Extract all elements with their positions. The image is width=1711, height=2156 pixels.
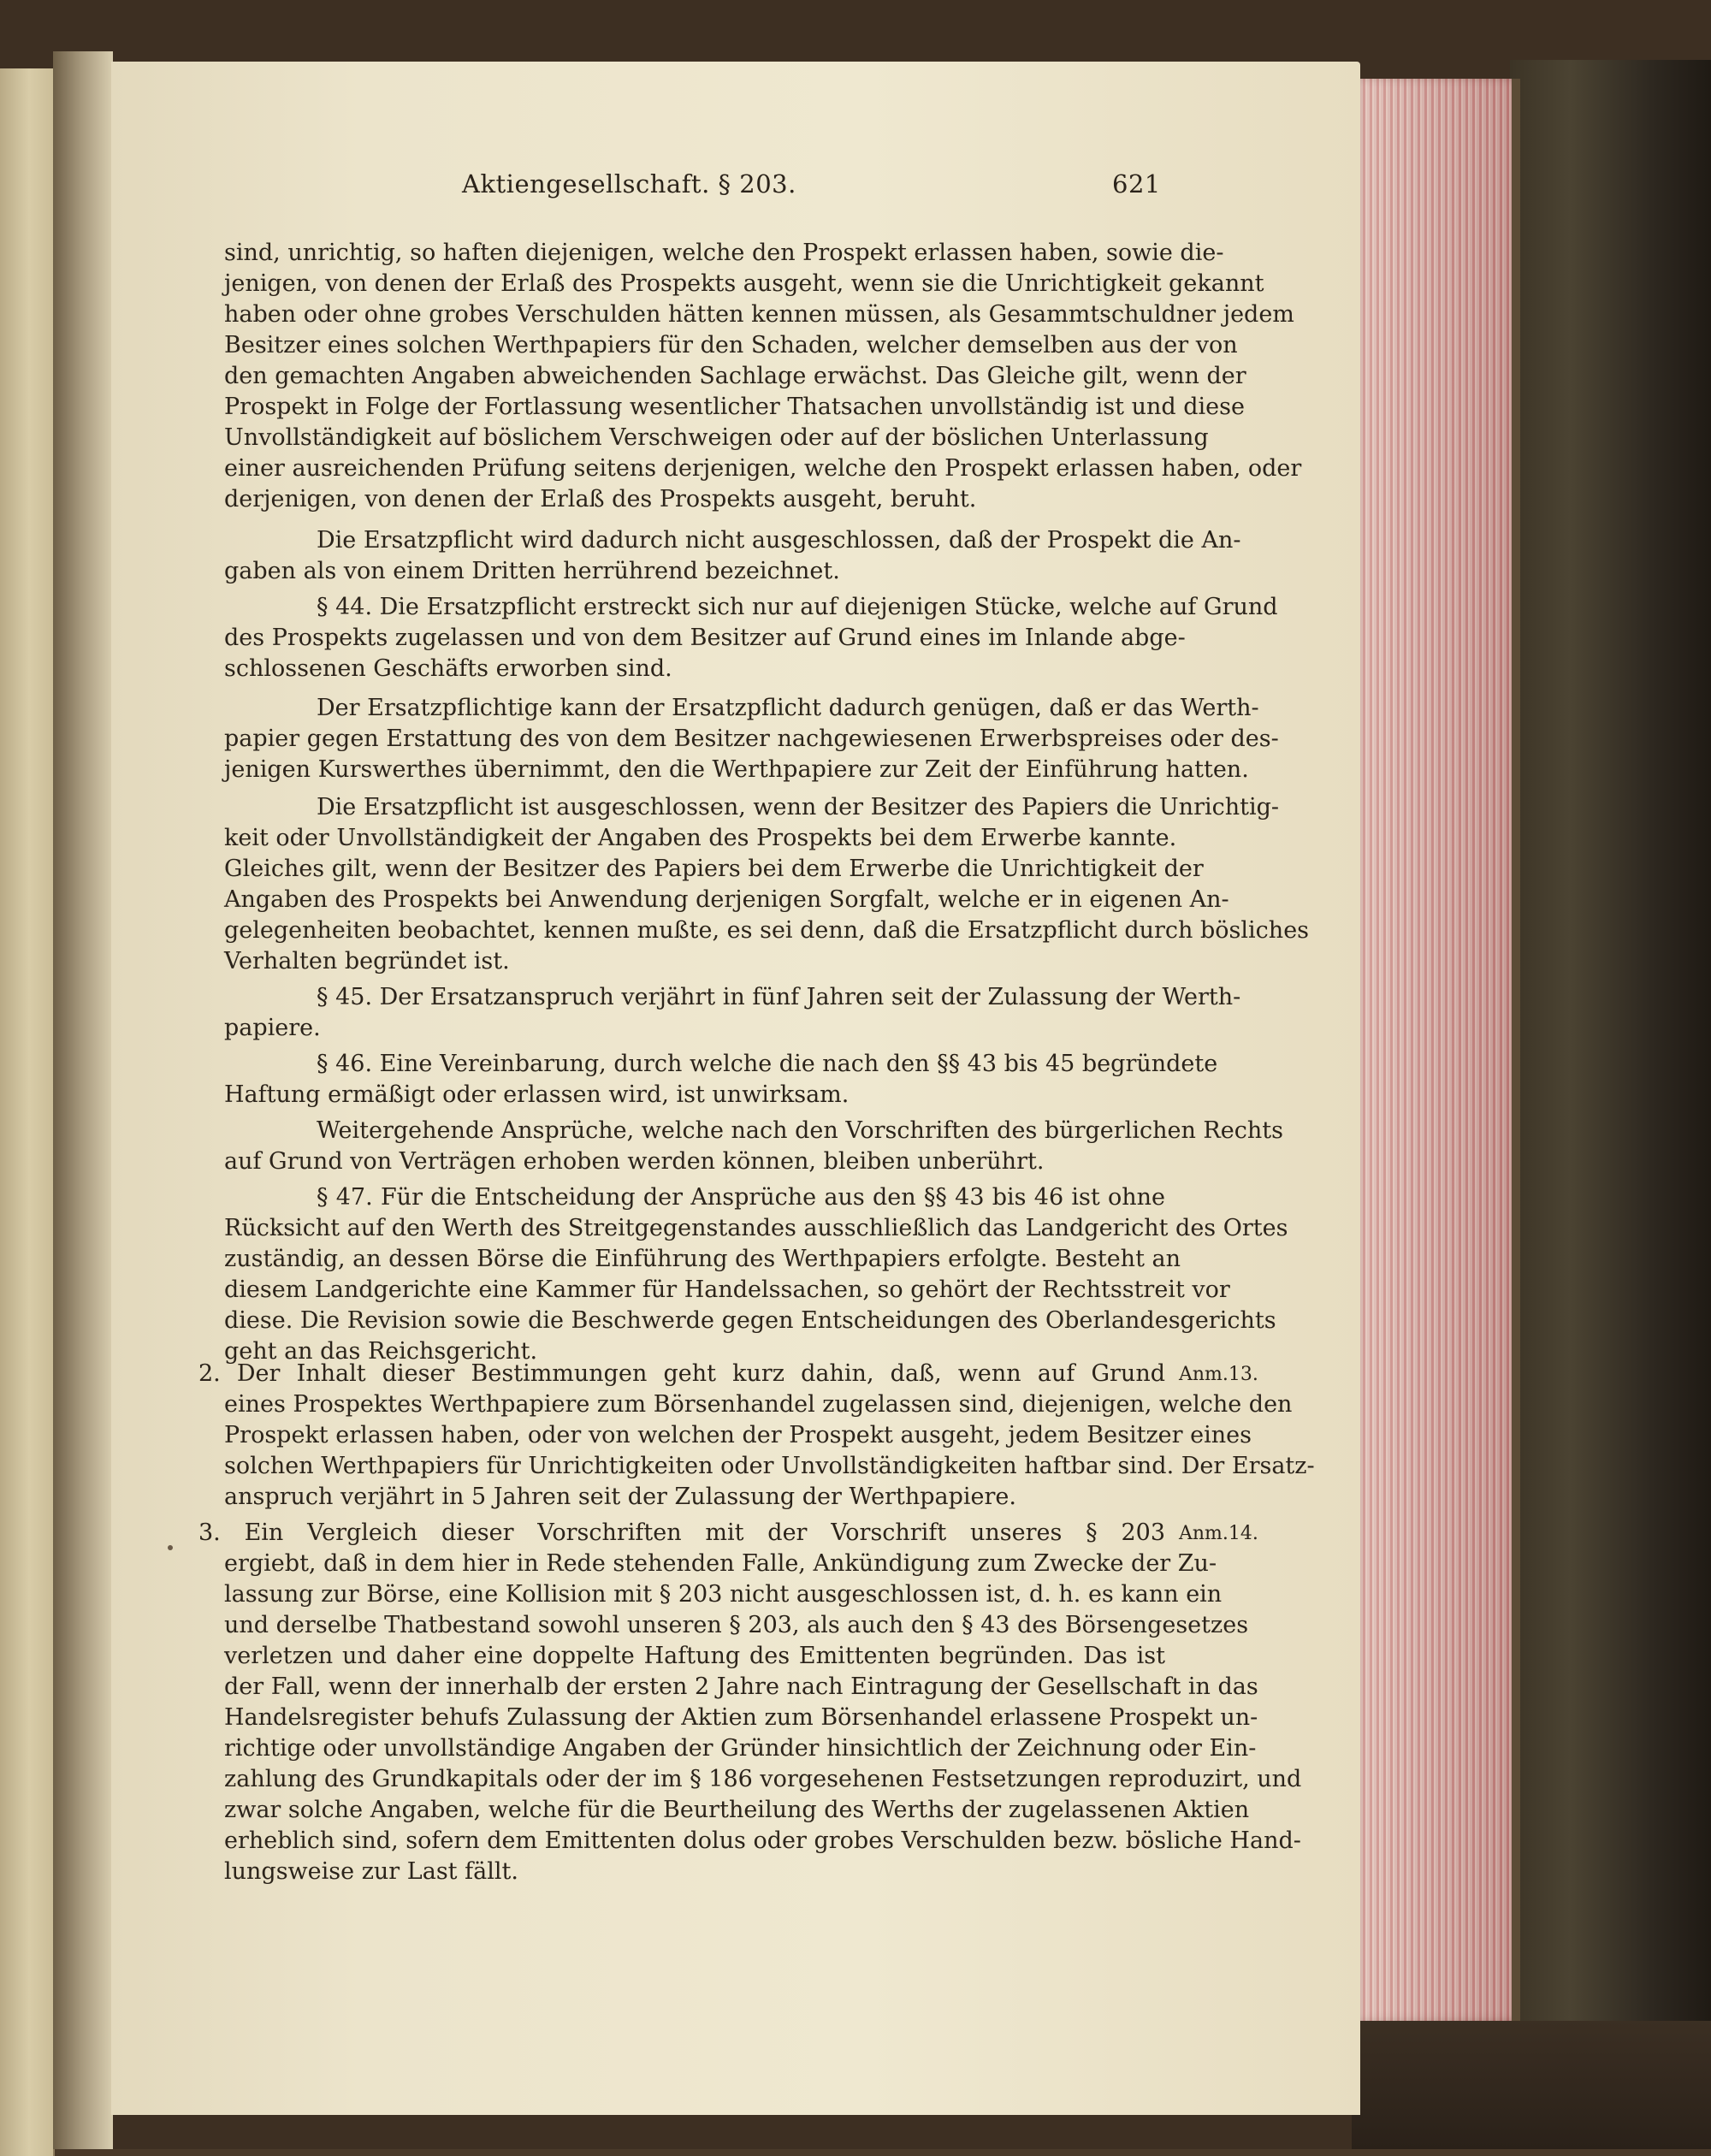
text-line: ergiebt, daß in dem hier in Rede stehenden Falle, Ankündigung zum Zwecke der Zu- [224,1550,1217,1577]
text-line: der Fall, wenn der innerhalb der ersten 2 Jahre nach Eintragung der Gesellschaft in das [224,1673,1258,1700]
text-line: Rücksicht auf den Werth des Streitgegenstandes ausschließlich das Landgericht des Ortes [224,1215,1288,1241]
text-line: § 45. Der Ersatzanspruch verjährt in fünf Jahren seit der Zulassung der Werth- [317,984,1241,1010]
text-line: erheblich sind, sofern dem Emittenten dolus oder grobes Verschulden bezw. bösliche Hand- [224,1827,1301,1854]
text-line: anspruch verjährt in 5 Jahren seit der Zulassung der Werthpapiere. [224,1484,1016,1510]
text-line: gelegenheiten beobachtet, kennen mußte, es sei denn, daß die Ersatzpflicht durch bösliches [224,917,1310,944]
text-line: diese. Die Revision sowie die Beschwerde gegen Entscheidungen des Oberlandesgerichts [224,1307,1276,1334]
text-line: Angaben des Prospekts bei Anwendung derjenigen Sorgfalt, welche er in eigenen An- [224,886,1229,913]
text-line: gaben als von einem Dritten herrührend bezeichnet. [224,558,840,584]
text-line: jenigen Kurswerthes übernimmt, den die Werthpapiere zur Zeit der Einführung hatten. [224,756,1249,783]
text-line: Die Ersatzpflicht wird dadurch nicht ausgeschlossen, daß der Prospekt die An- [317,527,1241,554]
text-line: Handelsregister behufs Zulassung der Aktien zum Börsenhandel erlassene Prospekt un- [224,1704,1258,1731]
book-gutter [53,51,113,2149]
running-title: Aktiengesellschaft. § 203. [462,169,796,198]
margin-note-anm-14: Anm.14. [1179,1523,1258,1544]
bottom-cover [1352,2021,1711,2149]
text-line: sind, unrichtig, so haften diejenigen, welche den Prospekt erlassen haben, sowie die- [224,240,1224,266]
text-line: Besitzer eines solchen Werthpapiers für den Schaden, welcher demselben aus der von [224,332,1238,358]
text-line: Der Ersatzpflichtige kann der Ersatzpflicht dadurch genügen, daß er das Werth- [317,695,1259,721]
text-line: Verhalten begründet ist. [224,948,510,974]
ink-speck [168,1545,173,1550]
text-line: richtige oder unvollständige Angaben der Gründer hinsichtlich der Zeichnung oder Ein- [224,1735,1257,1762]
text-line: zuständig, an dessen Börse die Einführung des Werthpapiers erfolgte. Besteht an [224,1246,1181,1272]
text-line: papiere. [224,1015,321,1041]
previous-page-edge [0,68,55,2156]
text-line: keit oder Unvollständigkeit der Angaben des Prospekts bei dem Erwerbe kannte. [224,825,1177,851]
text-line: diesem Landgerichte eine Kammer für Handelssachen, so gehört der Rechtsstreit vor [224,1276,1230,1303]
text-line: solchen Werthpapiers für Unrichtigkeiten oder Unvollständigkeiten haftbar sind. Der Ersatz- [224,1453,1315,1479]
text-line: geht an das Reichsgericht. [224,1338,538,1365]
text-line: jenigen, von denen der Erlaß des Prospekts ausgeht, wenn sie die Unrichtigkeit gekannt [224,270,1264,297]
text-line: eines Prospektes Werthpapiere zum Börsenhandel zugelassen sind, diejenigen, welche den [224,1391,1293,1418]
item-3-first-line: 3. Ein Vergleich dieser Vorschriften mit der Vorschrift unseres § 203 [198,1519,1165,1546]
text-line: des Prospekts zugelassen und von dem Besitzer auf Grund eines im Inlande abge- [224,625,1186,651]
text-line: derjenigen, von denen der Erlaß des Prospekts ausgeht, beruht. [224,486,977,512]
text-line: zahlung des Grundkapitals oder der im § 186 vorgesehenen Festsetzungen reproduzirt, und [224,1766,1302,1792]
text-line: Die Ersatzpflicht ist ausgeschlossen, wenn der Besitzer des Papiers die Unrichtig- [317,794,1280,820]
text-line: papier gegen Erstattung des von dem Besitzer nachgewiesenen Erwerbspreises oder des- [224,726,1279,752]
text-line: Weitergehende Ansprüche, welche nach den Vorschriften des bürgerlichen Rechts [317,1117,1283,1144]
text-line: Prospekt in Folge der Fortlassung wesentlicher Thatsachen unvollständig ist und diese [224,394,1245,420]
book-cover [1510,60,1711,2149]
text-line: den gemachten Angaben abweichenden Sachlage erwächst. Das Gleiche gilt, wenn der [224,363,1246,389]
item-2-first-line: 2. Der Inhalt dieser Bestimmungen geht kurz dahin, daß, wenn auf Grund [198,1360,1165,1387]
text-line: § 47. Für die Entscheidung der Ansprüche aus den §§ 43 bis 46 ist ohne [317,1184,1165,1211]
text-line: auf Grund von Verträgen erhoben werden können, bleiben unberührt. [224,1148,1045,1175]
text-line: und derselbe Thatbestand sowohl unseren § 203, als auch den § 43 des Börsengesetzes [224,1612,1249,1638]
text-line: Gleiches gilt, wenn der Besitzer des Papiers bei dem Erwerbe die Unrichtigkeit der [224,856,1204,882]
text-line: schlossenen Geschäfts erworben sind. [224,655,672,682]
text-line: § 44. Die Ersatzpflicht erstreckt sich nur auf diejenigen Stücke, welche auf Grund [317,594,1278,620]
text-line: lungsweise zur Last fällt. [224,1858,518,1885]
text-line: lassung zur Börse, eine Kollision mit § 203 nicht ausgeschlossen ist, d. h. es kann ein [224,1581,1223,1608]
text-line: Haftung ermäßigt oder erlassen wird, ist unwirksam. [224,1081,850,1108]
text-line: Unvollständigkeit auf böslichem Verschweigen oder auf der böslichen Unterlassung [224,424,1209,451]
text-line: einer ausreichenden Prüfung seitens derjenigen, welche den Prospekt erlassen haben, oder [224,455,1302,482]
fore-edge-shade [1353,79,1512,2021]
text-line: haben oder ohne grobes Verschulden hätten kennen müssen, als Gesammtschuldner jedem [224,301,1294,328]
text-line: zwar solche Angaben, welche für die Beurtheilung des Werths der zugelassenen Aktien [224,1797,1250,1823]
text-line: Prospekt erlassen haben, oder von welchen der Prospekt ausgeht, jedem Besitzer eines [224,1422,1252,1448]
text-line: verletzen und daher eine doppelte Haftung des Emittenten begründen. Das ist [224,1643,1165,1669]
text-line: § 46. Eine Vereinbarung, durch welche die nach den §§ 43 bis 45 begründete [317,1051,1218,1077]
page-number: 621 [1112,169,1161,198]
margin-note-anm-13: Anm.13. [1179,1364,1258,1385]
